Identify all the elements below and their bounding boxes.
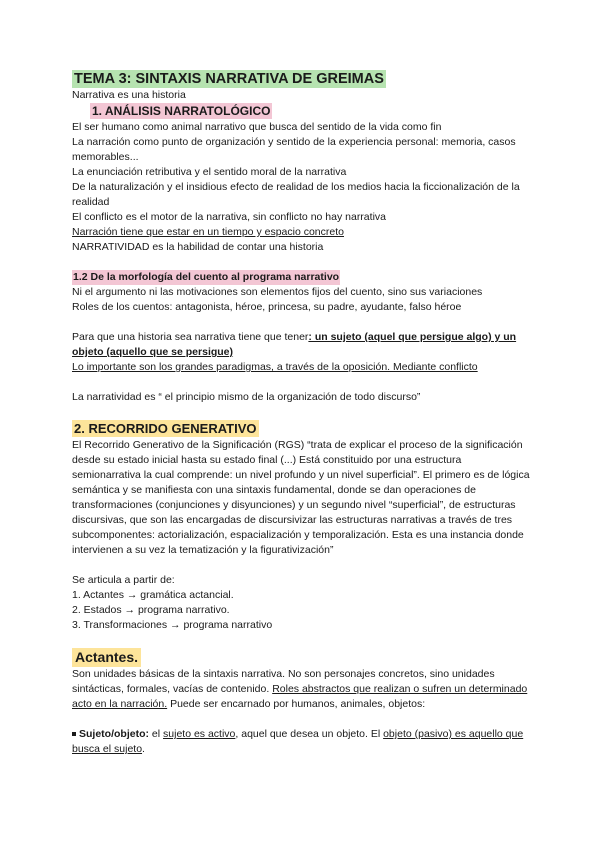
section12-heading-row xyxy=(72,270,532,285)
section1-line: De la naturalización y el insidious efecto de realidad de los medios hacia la ficcionalización de la realidad xyxy=(72,181,520,208)
requirement-bold: : un sujeto (aquel que persigue algo) y un objeto (aquello que se persigue) xyxy=(72,331,517,358)
bullet-label: Sujeto/objeto: xyxy=(79,728,149,740)
document-page xyxy=(72,70,532,757)
section1-last-line: NARRATIVIDAD es la habilidad de contar una historia xyxy=(72,241,324,253)
section1-heading: 1. ANÁLISIS NARRATOLÓGICO xyxy=(92,104,271,118)
narrativity-quote: La narratividad es “ el principio mismo de la organización de todo discurso” xyxy=(72,391,421,403)
rgs-paragraph: El Recorrido Generativo de la Significación (RGS) “trata de explicar el proceso de la significación desde su estado inicial hasta su estado final (...) Está constituido por una estructura semionarrativa la cual comprende: un nivel profundo y un nivel superficial”. El primero es de lógica semántica y se manifiesta con una sintaxis fundamental, donde se dan operaciones de transformaciones (conjunciones y disyunciones) y un segundo nivel “superficial”, de estructuras discursivas, que son las encargadas de discursivizar las estructuras narrativas a través de tres subcomponentes: actorialización, espacialización y temporalización. Esta es una instancia donde intervienen a su vez la tematización y la figurativización” xyxy=(72,439,530,556)
page-title xyxy=(72,70,532,88)
sujeto-objeto-bullet xyxy=(72,727,532,757)
bullet-text: , aquel que desea un objeto. El xyxy=(235,728,384,740)
bullet-underlined: objeto (pasivo) es aquello que busca el sujeto xyxy=(72,728,524,755)
actantes-paragraph xyxy=(72,667,532,712)
bullet-icon xyxy=(72,732,76,736)
bullet-underlined: sujeto es activo xyxy=(163,728,236,740)
actantes-plain: Son unidades básicas de la sintaxis narrativa. No son personajes concretos, sino unidades sintácticas, formales, vacías de contenido. xyxy=(72,668,495,695)
section12-heading: 1.2 De la morfología del cuento al programa narrativo xyxy=(73,271,340,283)
paradigms-line: Lo importante son los grandes paradigmas, a través de la oposición. Mediante conflicto xyxy=(72,361,478,373)
section12-line: Ni el argumento ni las motivaciones son elementos fijos del cuento, sino sus variaciones xyxy=(72,286,483,298)
intro-line: Narrativa es una historia xyxy=(72,89,186,101)
section2-heading: 2. RECORRIDO GENERATIVO xyxy=(74,421,257,436)
section1-line: El conflicto es el motor de la narrativa, sin conflicto no hay narrativa xyxy=(72,211,386,223)
actantes-underlined: Roles abstractos que realizan o sufren un determinado acto en la narración. xyxy=(72,683,528,710)
section12-line: Roles de los cuentos: antagonista, héroe, princesa, su padre, ayudante, falso héroe xyxy=(72,301,462,313)
actantes-tail: Puede ser encarnado por humanos, animales, objetos: xyxy=(167,698,426,710)
section2-heading-row xyxy=(72,420,532,438)
bullet-text: . xyxy=(142,743,145,755)
narrative-requirement-paragraph xyxy=(72,330,532,360)
section1-line: El ser humano como animal narrativo que busca del sentido de la vida como fin xyxy=(72,121,442,133)
actantes-heading: Actantes. xyxy=(72,648,141,667)
list-item: 2. Estados → programa narrativo. xyxy=(72,604,230,616)
requirement-prefix: Para que una historia sea narrativa tiene que tener xyxy=(72,331,309,343)
list-item: 3. Transformaciones → programa narrativo xyxy=(72,619,273,631)
section1-heading-row xyxy=(72,103,532,120)
title-highlight: TEMA 3: SINTAXIS NARRATIVA DE GREIMAS xyxy=(74,71,384,87)
actantes-heading-row xyxy=(72,648,532,667)
section1-underlined-line: Narración tiene que estar en un tiempo y espacio concreto xyxy=(72,226,344,238)
section1-line: La enunciación retributiva y el sentido moral de la narrativa xyxy=(72,166,347,178)
articula-line: Se articula a partir de: xyxy=(72,574,175,586)
section1-line: La narración como punto de organización y sentido de la experiencia personal: memoria, casos memorables... xyxy=(72,136,516,163)
bullet-text: el xyxy=(149,728,164,740)
list-item: 1. Actantes → gramática actancial. xyxy=(72,589,234,601)
